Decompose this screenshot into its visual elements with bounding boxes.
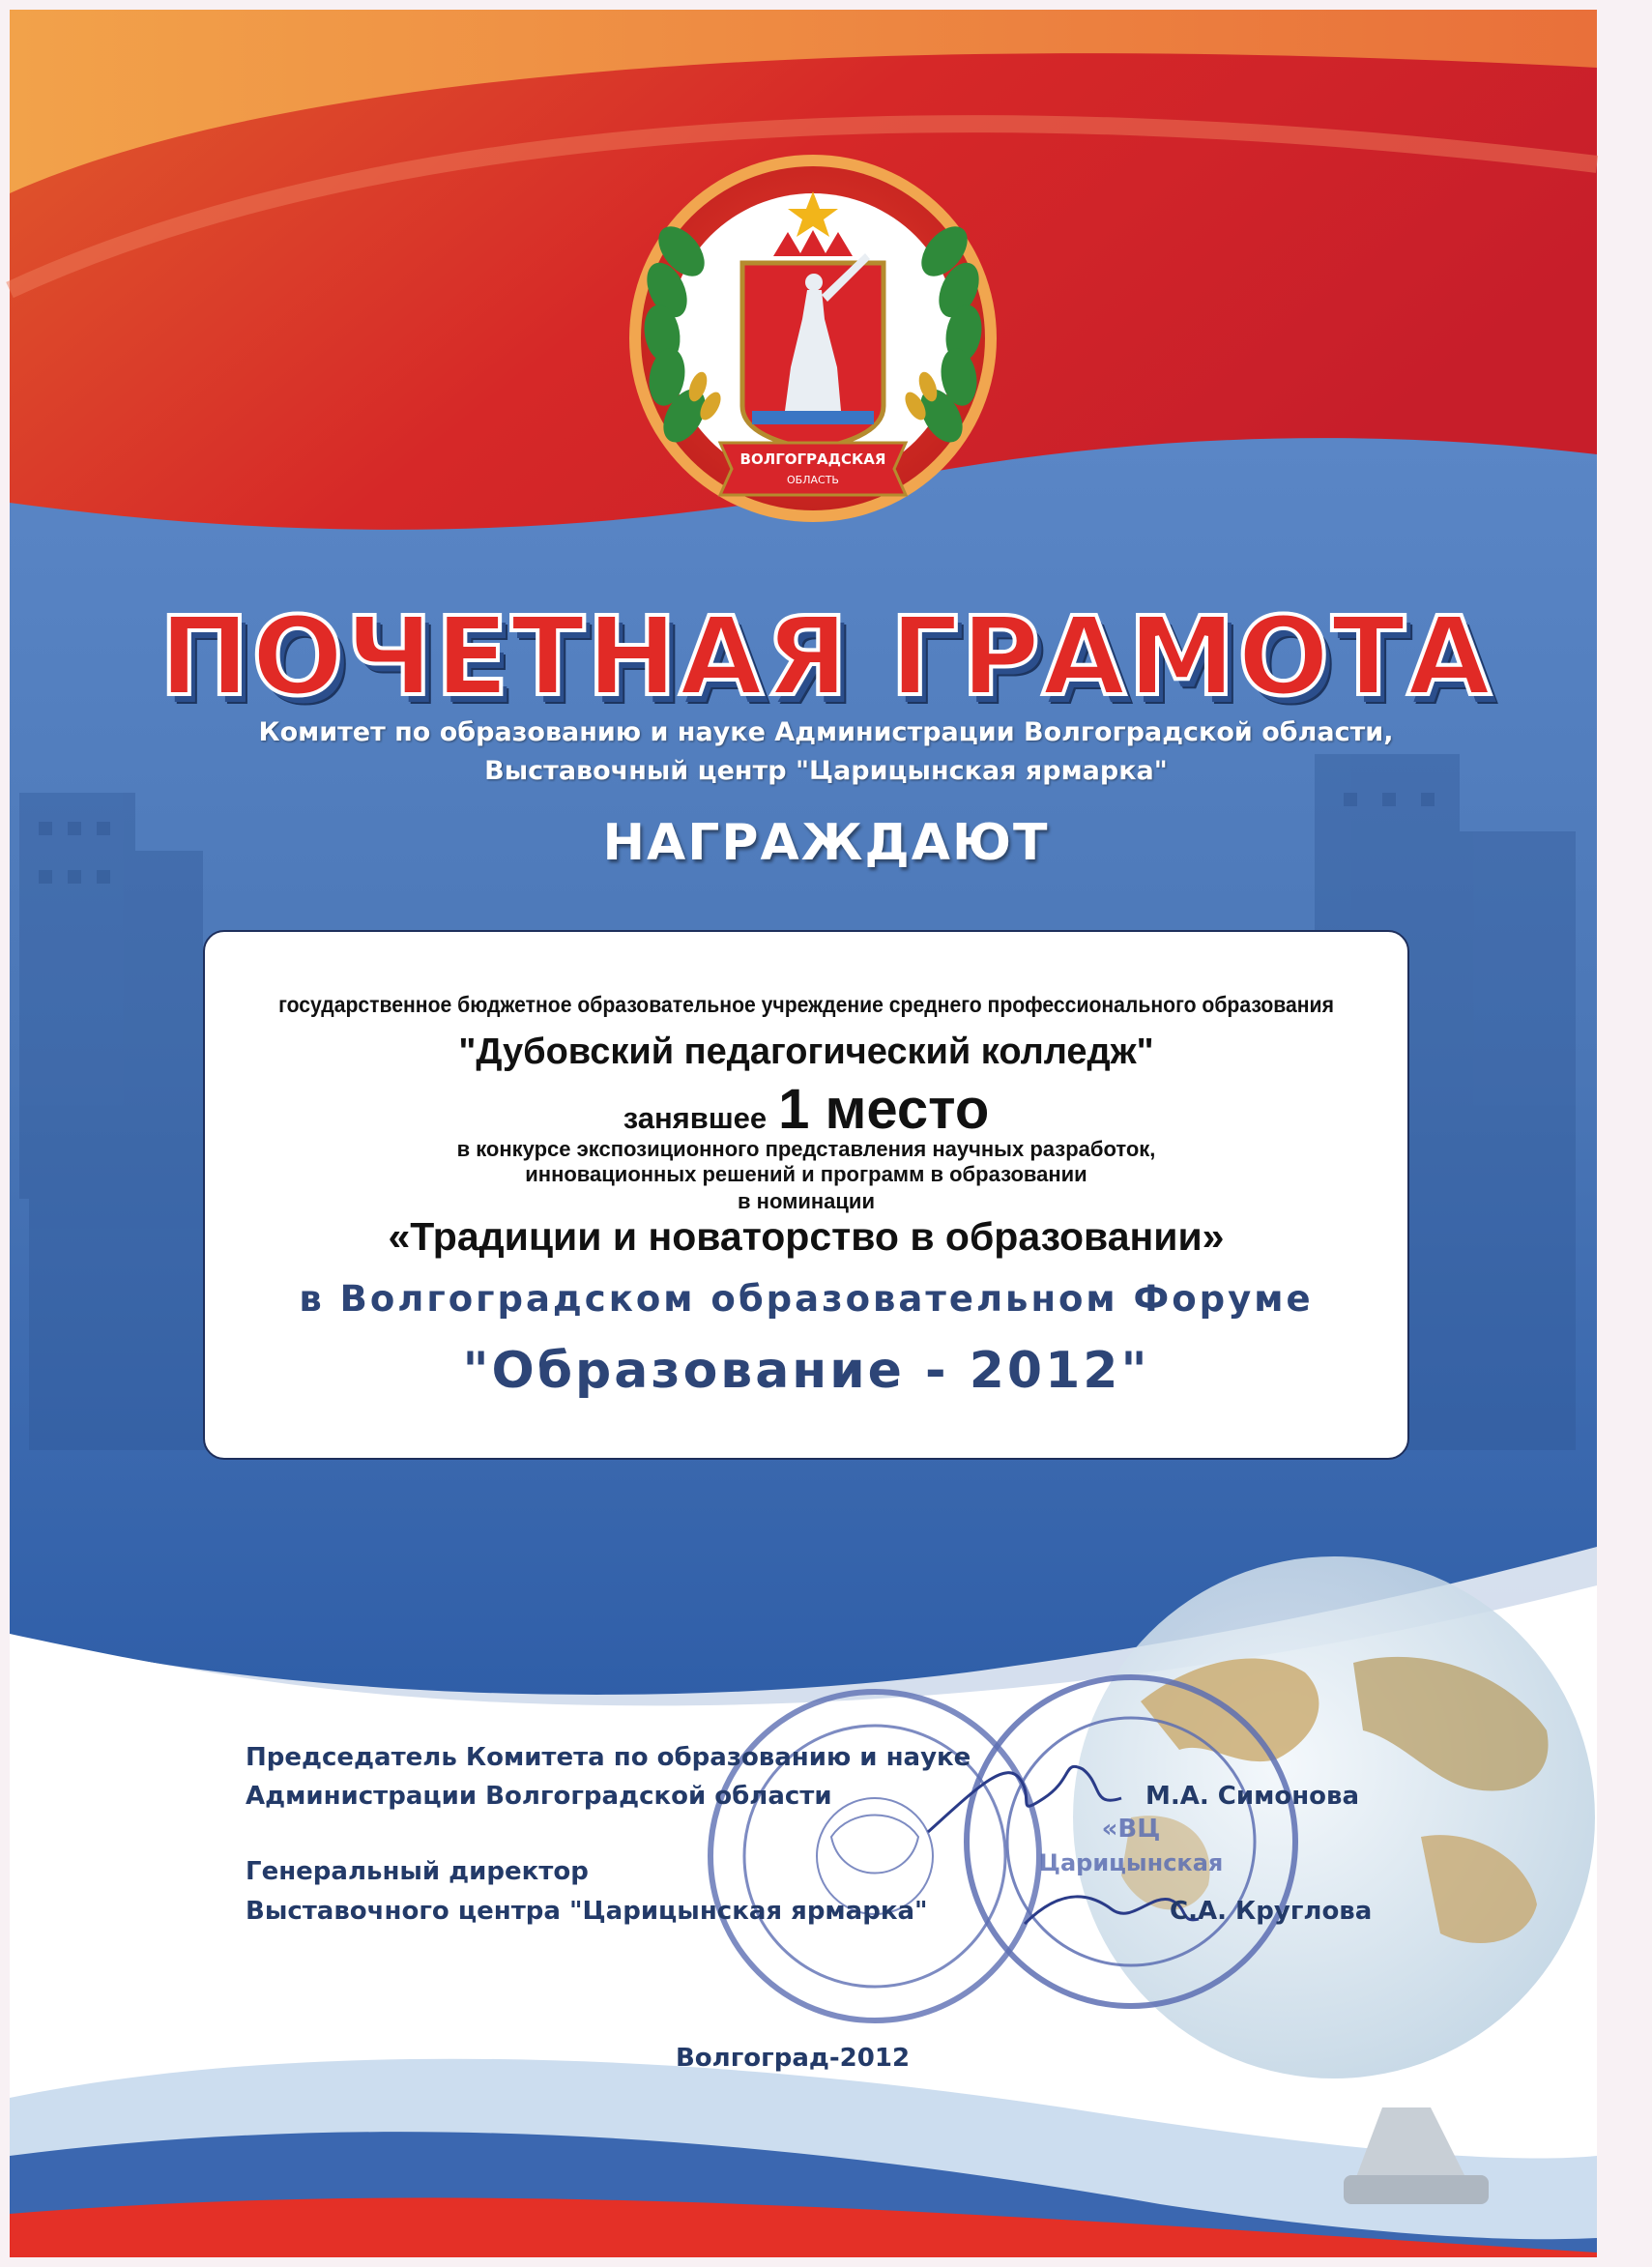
- svg-text:Царицынская: Царицынская: [1038, 1849, 1224, 1876]
- place-line: [205, 1077, 1407, 1142]
- city-year: Волгоград-2012: [675, 2044, 911, 2073]
- nomination-title: «Традиции и новаторство в образовании»: [388, 1214, 1225, 1259]
- document-title: ПОЧЕТНАЯ ГРАМОТА: [159, 595, 1493, 720]
- award-verb: НАГРАЖДАЮТ: [602, 814, 1050, 872]
- region-emblem: [629, 155, 997, 522]
- organizer-line-2: Выставочный центр "Царицынская ярмарка": [484, 756, 1168, 786]
- emblem-ribbon-line-1: ВОЛГОГРАДСКАЯ: [739, 450, 886, 468]
- signatory-2-title-line-1: Генеральный директор: [246, 1857, 589, 1886]
- forum-line: в Волгоградском образовательном Форуме: [299, 1278, 1314, 1320]
- emblem-ribbon-line-2: ОБЛАСТЬ: [787, 474, 839, 486]
- place-word: занявшее: [623, 1101, 768, 1135]
- place-value: 1 место: [778, 1078, 990, 1141]
- nomination-label: в номинации: [738, 1189, 875, 1213]
- signatory-2-name: С.А. Круглова: [1170, 1897, 1373, 1926]
- signatory-1-name: М.А. Симонова: [1145, 1782, 1360, 1811]
- contest-line-1: в конкурсе экспозиционного представления научных разработок,: [456, 1137, 1156, 1161]
- signatory-1-title-line-1: Председатель Комитета по образованию и науке: [246, 1743, 971, 1772]
- forum-name: "Образование - 2012": [462, 1342, 1150, 1400]
- contest-line-2: инновационных решений и программ в образовании: [525, 1162, 1087, 1186]
- institution-type: государственное бюджетное образовательное учреждение среднего профессионального образования: [278, 992, 1334, 1017]
- signatory-2-title-line-2: Выставочного центра "Царицынская ярмарка": [246, 1897, 928, 1926]
- svg-text:«ВЦ: «ВЦ: [1101, 1815, 1161, 1844]
- organizer-line-1: Комитет по образованию и науке Администрации Волгоградской области,: [258, 717, 1394, 747]
- institution-name: "Дубовский педагогический колледж": [458, 1032, 1154, 1072]
- signatory-1-title-line-2: Администрации Волгоградской области: [246, 1782, 832, 1811]
- award-panel: [203, 930, 1409, 1460]
